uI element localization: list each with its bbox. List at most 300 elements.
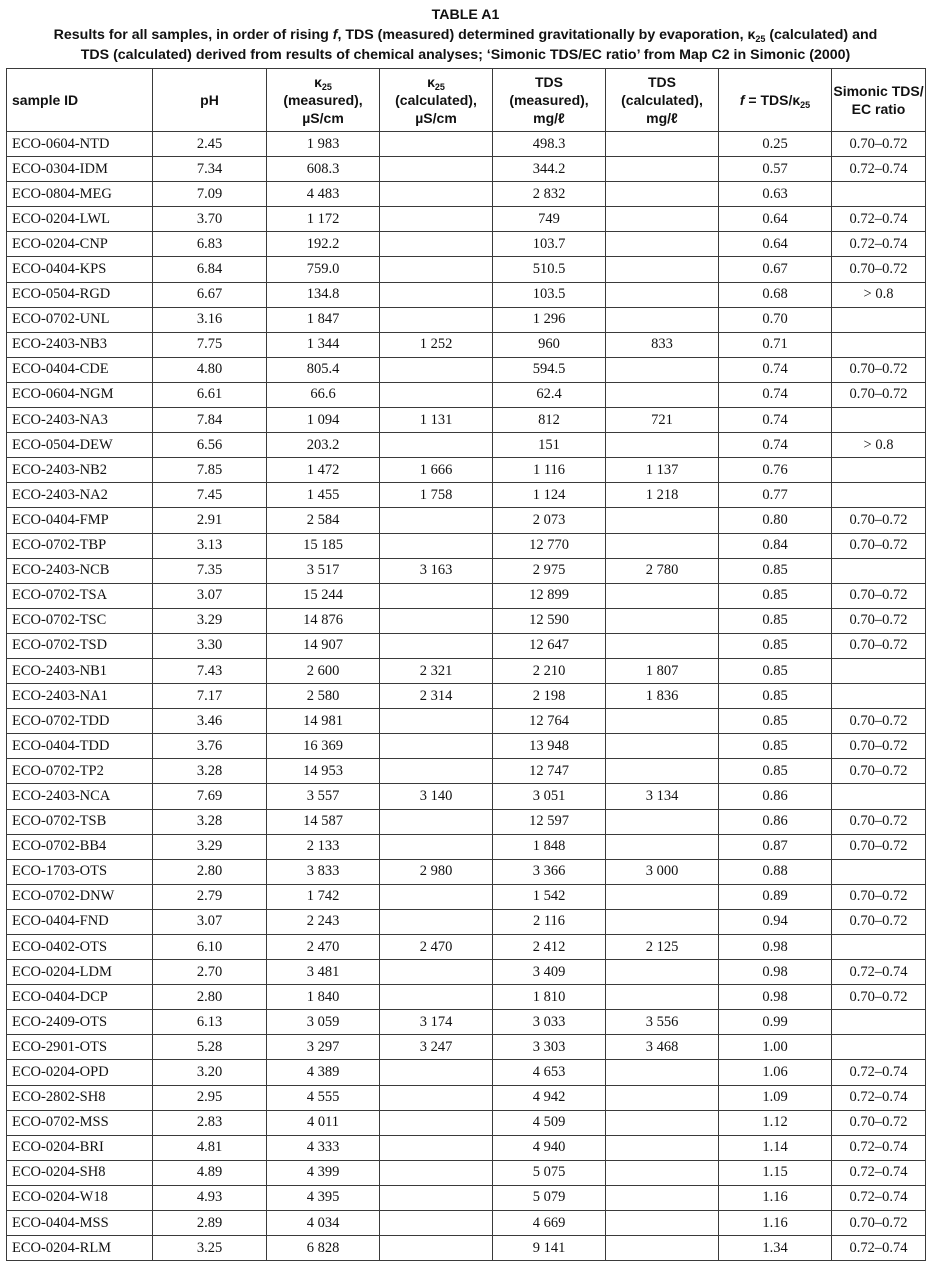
cell-sample-id: ECO-0204-OPD [7,1060,153,1085]
cell-f-ratio: 0.99 [719,1010,832,1035]
cell-tds-measured: 103.7 [493,232,606,257]
cell-ph: 2.83 [153,1110,267,1135]
cell-tds-measured: 4 940 [493,1135,606,1160]
cell-tds-calculated: 2 780 [606,558,719,583]
cell-f-ratio: 0.77 [719,483,832,508]
cell-simonic-ratio: 0.72–0.74 [832,1060,926,1085]
cell-k25-calculated [380,533,493,558]
cell-ph: 7.17 [153,684,267,709]
cell-k25-calculated [380,157,493,182]
cell-tds-calculated [606,960,719,985]
cell-tds-calculated [606,809,719,834]
cell-tds-measured: 12 764 [493,709,606,734]
cell-k25-measured: 4 333 [267,1135,380,1160]
cell-tds-measured: 3 303 [493,1035,606,1060]
cell-k25-measured: 66.6 [267,382,380,407]
cell-k25-measured: 3 297 [267,1035,380,1060]
cell-sample-id: ECO-2802-SH8 [7,1085,153,1110]
table-row [7,408,926,433]
table-row [7,834,926,859]
cell-sample-id: ECO-0404-FMP [7,508,153,533]
cell-ph: 3.16 [153,307,267,332]
cell-simonic-ratio: > 0.8 [832,282,926,307]
table-row [7,658,926,683]
header-ph: pH [153,69,267,132]
cell-sample-id: ECO-0604-NTD [7,132,153,157]
cell-tds-calculated [606,282,719,307]
cell-ph: 7.43 [153,658,267,683]
cell-f-ratio: 0.80 [719,508,832,533]
cell-simonic-ratio: > 0.8 [832,433,926,458]
cell-k25-calculated [380,182,493,207]
cell-k25-calculated: 1 131 [380,408,493,433]
cell-simonic-ratio: 0.70–0.72 [832,909,926,934]
table-row [7,157,926,182]
cell-sample-id: ECO-1703-OTS [7,859,153,884]
cell-ph: 7.09 [153,182,267,207]
table-row [7,433,926,458]
cell-simonic-ratio: 0.72–0.74 [832,207,926,232]
cell-k25-calculated [380,608,493,633]
cell-sample-id: ECO-0702-TBP [7,533,153,558]
table-row [7,935,926,960]
cell-sample-id: ECO-0702-TSA [7,583,153,608]
cell-tds-measured: 62.4 [493,382,606,407]
cell-ph: 3.76 [153,734,267,759]
cell-k25-calculated [380,232,493,257]
cell-sample-id: ECO-0404-FND [7,909,153,934]
table-row [7,508,926,533]
cell-k25-measured: 6 828 [267,1236,380,1261]
cell-simonic-ratio [832,307,926,332]
table-row [7,1211,926,1236]
table-title: TABLE A1 [431,7,500,23]
cell-ph: 7.35 [153,558,267,583]
table-row [7,1160,926,1185]
table-body [7,132,926,1261]
cell-tds-calculated [606,307,719,332]
cell-sample-id: ECO-0504-RGD [7,282,153,307]
cell-simonic-ratio: 0.70–0.72 [832,884,926,909]
table-row [7,1135,926,1160]
cell-simonic-ratio: 0.72–0.74 [832,1085,926,1110]
cell-ph: 6.10 [153,935,267,960]
cell-k25-calculated [380,132,493,157]
table-row [7,985,926,1010]
cell-simonic-ratio [832,658,926,683]
cell-k25-calculated [380,508,493,533]
cell-tds-measured: 13 948 [493,734,606,759]
cell-tds-calculated [606,759,719,784]
cell-k25-calculated [380,1085,493,1110]
table-row [7,458,926,483]
cell-simonic-ratio: 0.72–0.74 [832,1236,926,1261]
cell-simonic-ratio [832,1035,926,1060]
cell-f-ratio: 1.12 [719,1110,832,1135]
cell-f-ratio: 1.14 [719,1135,832,1160]
cell-k25-measured: 14 876 [267,608,380,633]
cell-tds-measured: 3 409 [493,960,606,985]
cell-ph: 3.29 [153,608,267,633]
cell-f-ratio: 0.89 [719,884,832,909]
cell-simonic-ratio: 0.70–0.72 [832,1211,926,1236]
cell-sample-id: ECO-0702-DNW [7,884,153,909]
results-table [6,68,926,1261]
cell-k25-calculated: 1 666 [380,458,493,483]
cell-tds-calculated: 1 807 [606,658,719,683]
cell-tds-measured: 1 848 [493,834,606,859]
cell-f-ratio: 0.74 [719,382,832,407]
table-row [7,1035,926,1060]
cell-tds-calculated [606,834,719,859]
table-row [7,332,926,357]
table-row [7,709,926,734]
cell-tds-calculated [606,132,719,157]
cell-tds-calculated: 721 [606,408,719,433]
cell-ph: 4.93 [153,1185,267,1210]
cell-ph: 7.75 [153,332,267,357]
cell-f-ratio: 0.74 [719,433,832,458]
cell-f-ratio: 0.98 [719,960,832,985]
table-row [7,207,926,232]
cell-tds-calculated [606,382,719,407]
cell-simonic-ratio [832,558,926,583]
cell-simonic-ratio: 0.70–0.72 [832,633,926,658]
cell-tds-measured: 12 590 [493,608,606,633]
cell-simonic-ratio: 0.70–0.72 [832,583,926,608]
cell-tds-calculated: 1 218 [606,483,719,508]
cell-ph: 7.84 [153,408,267,433]
cell-simonic-ratio: 0.70–0.72 [832,759,926,784]
cell-tds-calculated [606,357,719,382]
cell-f-ratio: 1.34 [719,1236,832,1261]
cell-k25-calculated: 3 140 [380,784,493,809]
cell-tds-measured: 1 810 [493,985,606,1010]
cell-sample-id: ECO-0404-TDD [7,734,153,759]
cell-k25-calculated [380,1160,493,1185]
cell-sample-id: ECO-0404-DCP [7,985,153,1010]
cell-sample-id: ECO-0204-CNP [7,232,153,257]
cell-sample-id: ECO-0304-IDM [7,157,153,182]
cell-tds-measured: 2 832 [493,182,606,207]
cell-tds-measured: 510.5 [493,257,606,282]
cell-k25-measured: 14 953 [267,759,380,784]
cell-tds-calculated: 3 000 [606,859,719,884]
cell-k25-measured: 4 399 [267,1160,380,1185]
cell-k25-calculated [380,382,493,407]
cell-k25-calculated [380,709,493,734]
cell-tds-calculated [606,1236,719,1261]
cell-k25-calculated: 1 252 [380,332,493,357]
cell-f-ratio: 1.15 [719,1160,832,1185]
table-row [7,382,926,407]
cell-tds-measured: 9 141 [493,1236,606,1261]
cell-k25-measured: 3 059 [267,1010,380,1035]
cell-f-ratio: 0.63 [719,182,832,207]
cell-ph: 3.07 [153,583,267,608]
cell-sample-id: ECO-2403-NA1 [7,684,153,709]
cell-k25-measured: 2 600 [267,658,380,683]
table-row [7,1010,926,1035]
cell-ph: 7.85 [153,458,267,483]
cell-k25-measured: 1 847 [267,307,380,332]
cell-sample-id: ECO-0204-W18 [7,1185,153,1210]
table-row [7,307,926,332]
cell-f-ratio: 0.85 [719,734,832,759]
cell-tds-calculated [606,1060,719,1085]
header-tds-calculated: TDS (calculated), mg/ℓ [606,69,719,132]
cell-k25-measured: 15 244 [267,583,380,608]
table-row [7,132,926,157]
cell-tds-measured: 1 124 [493,483,606,508]
cell-simonic-ratio: 0.70–0.72 [832,734,926,759]
cell-f-ratio: 0.85 [719,558,832,583]
cell-tds-measured: 2 073 [493,508,606,533]
cell-tds-measured: 1 116 [493,458,606,483]
cell-f-ratio: 0.85 [719,759,832,784]
table-row [7,282,926,307]
table-row [7,633,926,658]
cell-f-ratio: 0.85 [719,633,832,658]
cell-k25-measured: 14 587 [267,809,380,834]
cell-tds-measured: 2 198 [493,684,606,709]
cell-tds-measured: 4 942 [493,1085,606,1110]
cell-f-ratio: 0.86 [719,784,832,809]
cell-ph: 6.13 [153,1010,267,1035]
cell-f-ratio: 1.16 [719,1211,832,1236]
cell-ph: 6.83 [153,232,267,257]
cell-f-ratio: 0.94 [719,909,832,934]
cell-f-ratio: 0.76 [719,458,832,483]
caption-line-2: TDS (calculated) derived from results of chemical analyses; ‘Simonic TDS/EC ratio’ from Map C2 in Simonic (2000) [80,47,851,63]
cell-tds-calculated [606,583,719,608]
cell-simonic-ratio: 0.70–0.72 [832,834,926,859]
cell-ph: 2.80 [153,985,267,1010]
cell-tds-measured: 1 542 [493,884,606,909]
cell-tds-measured: 2 975 [493,558,606,583]
cell-sample-id: ECO-2409-OTS [7,1010,153,1035]
cell-k25-measured: 4 395 [267,1185,380,1210]
cell-f-ratio: 1.06 [719,1060,832,1085]
table-row [7,583,926,608]
cell-simonic-ratio [832,935,926,960]
cell-sample-id: ECO-0204-RLM [7,1236,153,1261]
cell-k25-calculated [380,207,493,232]
cell-f-ratio: 0.87 [719,834,832,859]
table-row [7,533,926,558]
cell-tds-calculated: 1 137 [606,458,719,483]
cell-k25-measured: 1 094 [267,408,380,433]
cell-f-ratio: 0.85 [719,684,832,709]
table-row [7,684,926,709]
cell-ph: 2.95 [153,1085,267,1110]
cell-f-ratio: 1.00 [719,1035,832,1060]
cell-sample-id: ECO-0702-MSS [7,1110,153,1135]
cell-tds-calculated [606,633,719,658]
table-row [7,257,926,282]
cell-f-ratio: 1.16 [719,1185,832,1210]
cell-k25-calculated [380,834,493,859]
cell-ph: 4.80 [153,357,267,382]
cell-sample-id: ECO-0702-TDD [7,709,153,734]
cell-k25-measured: 805.4 [267,357,380,382]
cell-tds-calculated [606,182,719,207]
table-row [7,909,926,934]
header-tds-measured: TDS (measured), mg/ℓ [493,69,606,132]
cell-k25-measured: 2 580 [267,684,380,709]
cell-simonic-ratio [832,1010,926,1035]
cell-tds-calculated [606,884,719,909]
table-row [7,232,926,257]
cell-tds-calculated [606,734,719,759]
cell-sample-id: ECO-0702-UNL [7,307,153,332]
cell-f-ratio: 0.85 [719,608,832,633]
cell-tds-measured: 812 [493,408,606,433]
cell-sample-id: ECO-2403-NB1 [7,658,153,683]
cell-f-ratio: 1.09 [719,1085,832,1110]
cell-tds-measured: 344.2 [493,157,606,182]
cell-tds-calculated: 3 468 [606,1035,719,1060]
cell-ph: 3.46 [153,709,267,734]
cell-simonic-ratio: 0.72–0.74 [832,960,926,985]
cell-tds-measured: 498.3 [493,132,606,157]
cell-k25-calculated [380,909,493,934]
cell-sample-id: ECO-0702-TSB [7,809,153,834]
cell-tds-measured: 4 653 [493,1060,606,1085]
cell-tds-calculated [606,1211,719,1236]
cell-k25-measured: 3 833 [267,859,380,884]
cell-f-ratio: 0.74 [719,408,832,433]
cell-sample-id: ECO-0404-MSS [7,1211,153,1236]
cell-k25-calculated [380,257,493,282]
cell-k25-measured: 203.2 [267,433,380,458]
cell-tds-measured: 12 647 [493,633,606,658]
cell-ph: 3.13 [153,533,267,558]
cell-f-ratio: 0.85 [719,583,832,608]
cell-simonic-ratio [832,859,926,884]
cell-simonic-ratio: 0.70–0.72 [832,508,926,533]
table-row [7,608,926,633]
cell-tds-measured: 749 [493,207,606,232]
cell-ph: 3.28 [153,809,267,834]
cell-f-ratio: 0.71 [719,332,832,357]
table-row [7,809,926,834]
cell-k25-measured: 1 742 [267,884,380,909]
table-row [7,558,926,583]
cell-k25-calculated: 2 314 [380,684,493,709]
cell-k25-measured: 608.3 [267,157,380,182]
cell-ph: 3.20 [153,1060,267,1085]
cell-tds-measured: 2 210 [493,658,606,683]
cell-tds-measured: 2 412 [493,935,606,960]
cell-tds-calculated [606,257,719,282]
cell-simonic-ratio [832,784,926,809]
cell-k25-calculated: 3 174 [380,1010,493,1035]
cell-k25-measured: 759.0 [267,257,380,282]
cell-simonic-ratio: 0.70–0.72 [832,809,926,834]
cell-ph: 2.70 [153,960,267,985]
cell-tds-measured: 4 669 [493,1211,606,1236]
cell-k25-calculated [380,1135,493,1160]
cell-tds-calculated [606,207,719,232]
table-row [7,759,926,784]
table-row [7,1085,926,1110]
caption-line-1: Results for all samples, in order of rising f, TDS (measured) determined gravitationally by evaporation, $\kappa_{25}$ (calculated) and [53,27,878,44]
cell-ph: 7.69 [153,784,267,809]
cell-k25-measured: 4 389 [267,1060,380,1085]
cell-sample-id: ECO-0204-BRI [7,1135,153,1160]
cell-k25-measured: 2 243 [267,909,380,934]
cell-sample-id: ECO-0204-SH8 [7,1160,153,1185]
header-simonic-ratio: Simonic TDS/ EC ratio [832,69,926,132]
cell-f-ratio: 0.25 [719,132,832,157]
cell-tds-measured: 594.5 [493,357,606,382]
cell-sample-id: ECO-2403-NB2 [7,458,153,483]
cell-ph: 2.79 [153,884,267,909]
cell-ph: 4.81 [153,1135,267,1160]
cell-k25-calculated: 3 163 [380,558,493,583]
table-caption [6,5,925,65]
cell-simonic-ratio: 0.72–0.74 [832,232,926,257]
cell-f-ratio: 0.86 [719,809,832,834]
cell-k25-measured: 1 455 [267,483,380,508]
cell-tds-measured: 3 366 [493,859,606,884]
cell-simonic-ratio: 0.72–0.74 [832,1185,926,1210]
cell-f-ratio: 0.84 [719,533,832,558]
cell-simonic-ratio [832,182,926,207]
cell-tds-measured: 5 075 [493,1160,606,1185]
cell-sample-id: ECO-0404-CDE [7,357,153,382]
cell-ph: 2.45 [153,132,267,157]
cell-sample-id: ECO-0702-TSD [7,633,153,658]
cell-simonic-ratio [832,483,926,508]
cell-k25-calculated [380,583,493,608]
cell-tds-measured: 3 051 [493,784,606,809]
cell-tds-calculated [606,608,719,633]
cell-simonic-ratio: 0.70–0.72 [832,608,926,633]
cell-f-ratio: 0.98 [719,985,832,1010]
cell-ph: 7.34 [153,157,267,182]
cell-k25-calculated: 2 980 [380,859,493,884]
cell-sample-id: ECO-2901-OTS [7,1035,153,1060]
cell-simonic-ratio [832,458,926,483]
cell-ph: 3.70 [153,207,267,232]
cell-simonic-ratio: 0.70–0.72 [832,709,926,734]
cell-k25-calculated [380,1236,493,1261]
cell-tds-calculated [606,157,719,182]
cell-tds-measured: 12 770 [493,533,606,558]
cell-tds-calculated [606,985,719,1010]
cell-tds-calculated: 1 836 [606,684,719,709]
cell-k25-calculated [380,960,493,985]
cell-k25-calculated [380,1060,493,1085]
cell-k25-calculated: 1 758 [380,483,493,508]
cell-tds-calculated [606,1185,719,1210]
cell-simonic-ratio: 0.70–0.72 [832,257,926,282]
cell-k25-calculated [380,759,493,784]
cell-k25-measured: 3 481 [267,960,380,985]
cell-sample-id: ECO-0702-TSC [7,608,153,633]
cell-tds-calculated [606,1135,719,1160]
cell-ph: 6.56 [153,433,267,458]
cell-tds-measured: 1 296 [493,307,606,332]
cell-tds-calculated [606,508,719,533]
cell-k25-measured: 4 011 [267,1110,380,1135]
cell-ph: 6.67 [153,282,267,307]
cell-simonic-ratio [832,332,926,357]
header-sample-id: sample ID [7,69,153,132]
table-row [7,483,926,508]
